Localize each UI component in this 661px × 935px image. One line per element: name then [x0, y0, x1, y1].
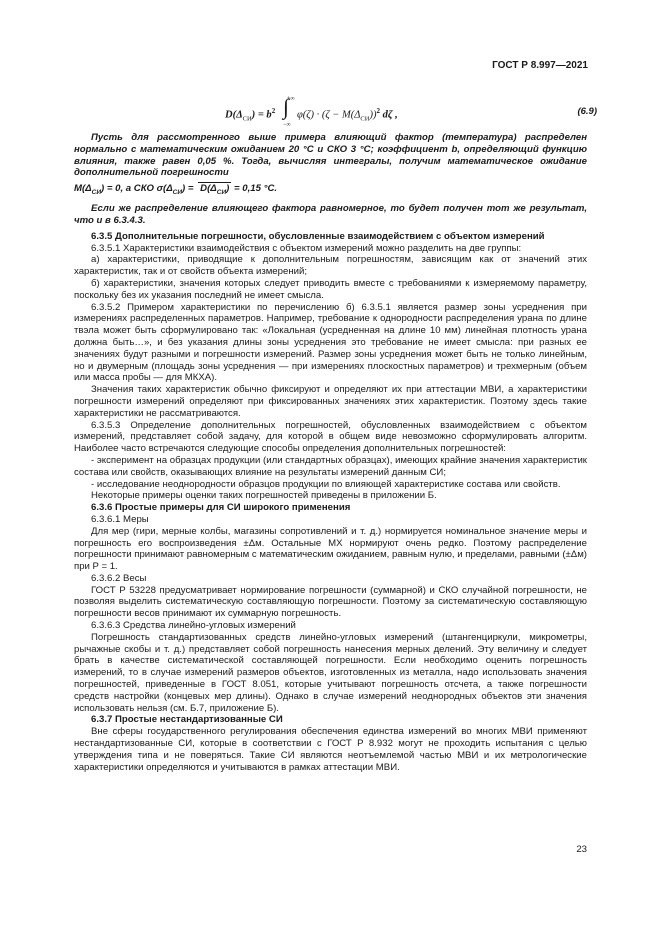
document-body [74, 132, 587, 773]
list-item-a: а) характеристики, приводящие к дополнительным погрешностям, зависящим как от значений этих характеристик, так и от свойств объекта измерений; [74, 254, 587, 278]
paragraph-nonstandard: Вне сферы государственного регулирования обеспечения единства измерений во многих МВИ применяют нестандартизованные СИ, которые в соответствии с ГОСТ Р 8.932 могут не проходить испытания с целью утверждения типа и не поверяться. Такие СИ являются неотъемлемой частью МВИ и их метрологические характеристики определяются и учитываются в рамках аттестации МВИ. [74, 726, 587, 773]
paragraph-6-3-5-3: 6.3.5.3 Определение дополнительных погрешностей, обусловленных взаимодействием с объектом измерений, представляет собой задачу, для которой в общем виде невозможно сформулировать алгоритм. Наиболее часто встречаются следующие способы определения дополнительных погрешностей: [74, 419, 587, 455]
integral-upper-limit: +∞ [287, 96, 295, 102]
formula-integrand: $\varphi(\zeta) \cdot (\zeta - M(\Delta_{СИ}))^2$ dζ , [297, 107, 398, 123]
paragraph-examples: Некоторые примеры оценки таких погрешностей приведены в приложении Б. [91, 490, 437, 502]
document-header: ГОСТ Р 8.997—2021 [492, 60, 588, 71]
list-item-b: б) характеристики, значения которых следует приводить вместе с требованиями к измеряемому параметру, поскольку без их указания последний не имеет смысла. [74, 277, 587, 301]
heading-6-3-6-2: 6.3.6.2 Весы [91, 572, 147, 584]
example-paragraph-2: Если же распределение влияющего фактора равномерное, то будет получен тот же результат, что и в 6.3.4.3. [74, 203, 587, 226]
paragraph-6-3-5-2: 6.3.5.2 Примером характеристики по перечислению б) 6.3.5.1 является размер зоны усреднения при измерениях распределенных параметров. Например, требование к однородности распределения урана по длине твэла может быть сформулировано так: «Локальная (усредненная на длине 10 мм) линейная плотность урана должна быть…», и без указания длины зоны усреднения это требование не имеет смысла: при разных ее значениях будут разными и погрешности измерений. Размер зоны усреднения может быть не только линейным, но и двумерным (площадь зоны усреднения — при измерениях плоскостных параметров) и трехмерным (объем или масса пробы — для МКХА). [74, 301, 587, 384]
paragraph-values: Значения таких характеристик обычно фиксируют и определяют их при аттестации МВИ, а характеристики погрешности измерений определяют при фиксированных значениях этих характеристик. Поэтому здесь такие характеристики не рассматриваются. [74, 384, 587, 419]
heading-6-3-5: 6.3.5 Дополнительные погрешности, обусловленные взаимодействием с объектом измерений [91, 230, 545, 242]
dash-item-1: - эксперимент на образцах продукции (или стандартных образцах), имеющих крайние значения характеристик состава или свойств, оказывающих влияние на результаты измерений данным СИ; [74, 454, 587, 478]
sqrt-expression: $D(\Delta_{СИ})$ [198, 182, 231, 199]
heading-6-3-6-1: 6.3.6.1 Меры [91, 513, 149, 525]
example-paragraph-1: Пусть для рассмотренного выше примера влияющий фактор (температура) распределен нормально с математическим ожиданием 20 °С и СКО 3 °С; коэффициент b, определяющий функцию влияния, также равен 0,05 %. Тогда, вычисляя интегралы, получим математическое ожидание дополнительной погрешности [74, 132, 587, 179]
paragraph-scales: ГОСТ Р 53228 предусматривает нормирование погрешности (суммарной) и СКО случайной погрешности, не позволяя выделить систематическую составляющую погрешности. Поэтому за систематическую составляющую погрешности весов принимают их суммарную погрешность. [74, 584, 587, 620]
paragraph-linear: Погрешность стандартизованных средств линейно-угловых измерений (штангенциркули, микрометры, рычажные скобы и т. д.) представляет собой погрешность нанесения мерных делений. Эту величину и следует брать в качестве систематической составляющей погрешности. Если необходимо оценить погрешность измерений, то в случае измерений размеров объектов, изготовленных из металла, надо использовать значения погрешностей, приведенные в ГОСТ 8.051, которые учитывают погрешность отсчета, а также погрешности средств настройки (концевых мер длины). Однако в случае измерений неоднородных объектов эти значения использовать нельзя (см. Б.7, приложение Б). [74, 631, 587, 714]
dash-item-2: - исследование неоднородности образцов продукции по влияющей характеристике состава или свойств. [91, 478, 561, 490]
formula-lhs: $D(\Delta_{СИ}) = b^2$ [225, 107, 276, 123]
example-result-line: $M(\Delta_{СИ}) = 0$, а СКО $\sigma(\Delta_{СИ}) = D(\Delta_{СИ}) = 0,15$ °С. [74, 179, 587, 199]
heading-6-3-6: 6.3.6 Простые примеры для СИ широкого применения [91, 502, 351, 514]
integral-sign: ∫ [283, 94, 290, 119]
formula-number: (6.9) [577, 106, 597, 117]
heading-6-3-6-3: 6.3.6.3 Средства линейно-угловых измерений [91, 620, 296, 632]
heading-6-3-7: 6.3.7 Простые нестандартизованные СИ [91, 714, 283, 726]
page-number: 23 [576, 844, 587, 855]
paragraph-6-3-5-1: 6.3.5.1 Характеристики взаимодействия с объектом измерений можно разделить на две группы: [91, 242, 522, 254]
formula-6-9 [225, 94, 597, 130]
paragraph-measures: Для мер (гири, мерные колбы, магазины сопротивлений и т. д.) нормируется номинальное значение меры и погрешность его воспроизведения ±Δм. Остальные МХ нормируют очень редко. Поэтому распределение погрешности принимают равномерным с математическим ожиданием, равным нулю, и пределами, равными (±Δм) при P = 1. [74, 525, 587, 573]
integral-lower-limit: −∞ [283, 122, 291, 128]
